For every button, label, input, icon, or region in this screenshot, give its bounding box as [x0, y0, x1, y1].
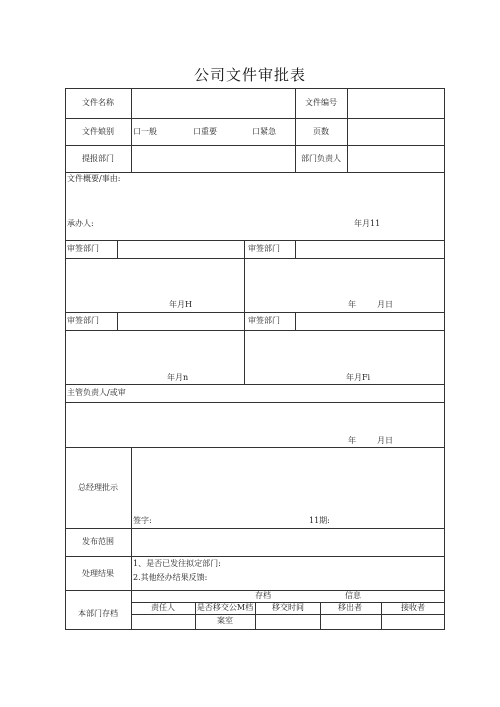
row-line	[65, 384, 445, 385]
dept-head-label: 部门负责人	[301, 154, 341, 163]
processing-line-1: 1、是否已发往拟定部门:	[133, 559, 221, 568]
file-category-label: 文件娘别	[82, 127, 114, 136]
border-right	[444, 88, 445, 629]
processing-line-2: 2.其他经办结果反馈:	[133, 573, 208, 582]
border-left	[65, 88, 66, 629]
supervisor-label: 主管负责人/或审	[67, 388, 126, 397]
row-line	[65, 402, 445, 403]
col-line	[381, 602, 382, 629]
col-transferred-cont: 案室	[217, 616, 233, 625]
col-sender: 移出者	[338, 603, 362, 612]
row-line	[65, 556, 445, 557]
col-line	[117, 312, 118, 330]
row-line	[65, 258, 445, 259]
option-important-checkbox[interactable]: 口重要	[193, 127, 217, 136]
col-line	[347, 88, 348, 172]
col-line	[255, 602, 256, 629]
sign-dept-label-2: 审签部门	[248, 244, 280, 253]
border-top	[65, 88, 445, 89]
gm-approval-label: 总经理批示	[78, 483, 118, 492]
col-transfer-time: 移交时间	[272, 603, 304, 612]
sign-date-3: 年月n	[167, 373, 189, 382]
gm-sign-label: 签字:	[133, 516, 152, 525]
sign-date-4: 年月Fi	[346, 373, 371, 382]
row-line	[65, 330, 445, 331]
sign-dept-label-3: 审签部门	[67, 316, 99, 325]
row-line	[131, 614, 445, 615]
sign-date-2-year: 年	[348, 300, 356, 309]
processing-result-label: 处理结果	[82, 569, 114, 578]
sign-dept-label-4: 审签部门	[248, 316, 280, 325]
col-line	[195, 602, 196, 629]
page-title: 公司文件审批表	[193, 66, 306, 84]
col-receiver: 接收者	[401, 603, 425, 612]
col-line	[320, 602, 321, 629]
row-line	[65, 312, 445, 313]
gm-date-label: 11期:	[309, 516, 330, 525]
row-line	[65, 447, 445, 448]
row-line	[65, 240, 445, 241]
row-line	[65, 118, 445, 119]
summary-date: 年月11	[354, 219, 381, 228]
col-line	[244, 240, 245, 384]
summary-label: 文件概要/事由:	[67, 174, 121, 183]
publish-scope-label: 发布范围	[82, 537, 114, 546]
col-line	[117, 240, 118, 258]
file-number-label: 文件编号	[305, 98, 337, 107]
col-line	[295, 88, 296, 172]
col-transferred: 是否移交公M档	[196, 603, 254, 612]
archive-label: 本部门存档	[78, 609, 118, 618]
pages-label: 页数	[313, 127, 329, 136]
supervisor-date-year: 年	[348, 436, 356, 445]
row-line	[65, 172, 445, 173]
col-line	[295, 312, 296, 330]
row-line	[65, 145, 445, 146]
option-urgent-checkbox[interactable]: 口紧急	[252, 127, 276, 136]
archive-header-right: 信息	[345, 591, 361, 600]
supervisor-date-md: 月日	[377, 436, 393, 445]
sign-dept-label-1: 审签部门	[67, 244, 99, 253]
file-name-label: 文件名称	[82, 98, 114, 107]
archive-header-left: 存档	[255, 591, 271, 600]
col-responsible: 责任人	[151, 603, 175, 612]
col-line	[131, 88, 132, 172]
handler-label: 承办人:	[67, 219, 94, 228]
col-line	[295, 240, 296, 258]
row-line	[65, 528, 445, 529]
sign-date-1: 年月H	[169, 300, 192, 309]
submit-dept-label: 提报部门	[82, 154, 114, 163]
sign-date-2-md: 月日	[377, 300, 393, 309]
option-general-checkbox[interactable]: 口一般	[133, 127, 157, 136]
border-bottom	[65, 629, 445, 630]
col-line	[131, 447, 132, 629]
